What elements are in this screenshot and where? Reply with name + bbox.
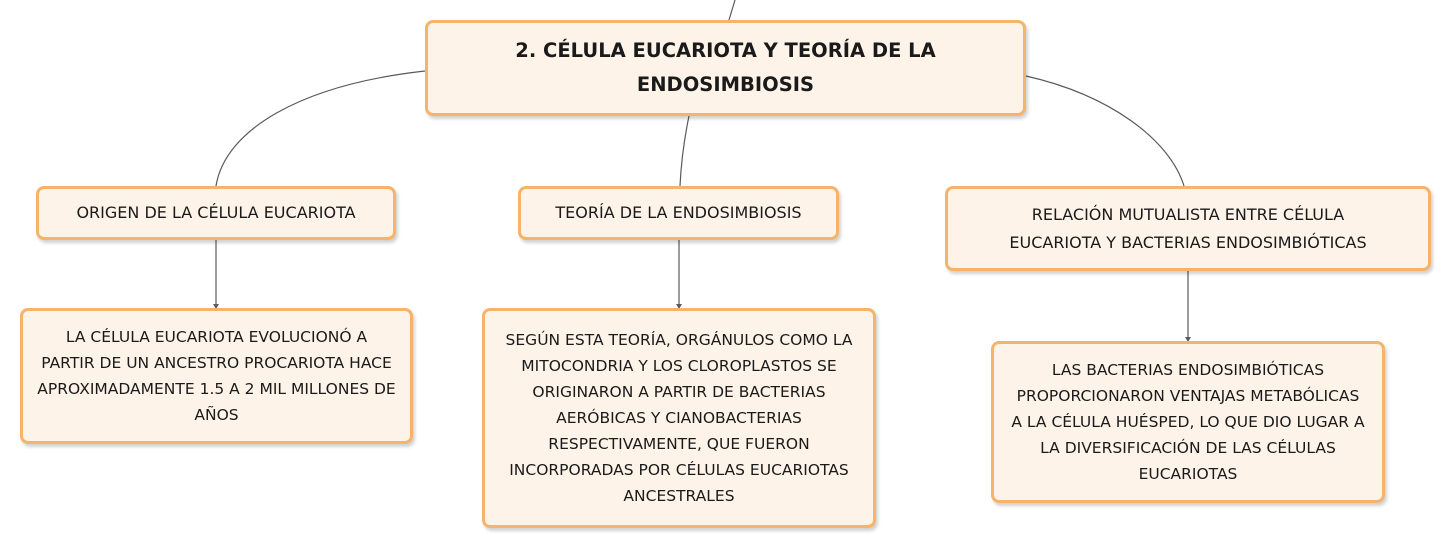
connector-root-to-theory <box>680 116 689 186</box>
topic-label-teoria: TEORÍA DE LA ENDOSIMBIOSIS <box>555 203 802 222</box>
central-topic-node[interactable] <box>425 20 1026 116</box>
topic-label-origen: ORIGEN DE LA CÉLULA EUCARIOTA <box>76 203 356 222</box>
topic-node-relacion[interactable] <box>945 186 1431 271</box>
connector-root-to-origin <box>216 71 425 186</box>
subtopic-text-teoria: SEGÚN ESTA TEORÍA, ORGÁNULOS COMO LA MITOCONDRIA Y LOS CLOROPLASTOS SE ORIGINARON A PARTIR DE BACTERIAS AERÓBICAS Y CIANOBACTERIAS RESPECTIVAMENTE, QUE FUERON INCORPORADAS POR CÉLULAS EUCARIOTAS ANCESTRALES <box>505 331 853 505</box>
topic-label-relacion: RELACIÓN MUTUALISTA ENTRE CÉLULA EUCARIOTA Y BACTERIAS ENDOSIMBIÓTICAS <box>1009 204 1367 252</box>
topic-node-teoria[interactable] <box>518 186 839 240</box>
subtopic-node-relacion[interactable] <box>991 341 1385 503</box>
subtopic-node-origen[interactable] <box>20 308 413 444</box>
central-topic-title: 2. CÉLULA EUCARIOTA Y TEORÍA DE LA ENDOSIMBIOSIS <box>515 39 936 96</box>
subtopic-node-teoria[interactable] <box>482 308 876 528</box>
subtopic-text-origen: LA CÉLULA EUCARIOTA EVOLUCIONÓ A PARTIR DE UN ANCESTRO PROCARIOTA HACE APROXIMADAMENTE 1.5 A 2 MIL MILLONES DE AÑOS <box>37 328 396 424</box>
connector-incoming <box>729 0 735 20</box>
connector-root-to-relation <box>1026 76 1184 186</box>
topic-node-origen[interactable] <box>36 186 396 240</box>
subtopic-text-relacion: LAS BACTERIAS ENDOSIMBIÓTICAS PROPORCIONARON VENTAJAS METABÓLICAS A LA CÉLULA HUÉSPED, LO QUE DIO LUGAR A LA DIVERSIFICACIÓN DE LAS CÉLULAS EUCARIOTAS <box>1011 361 1365 483</box>
